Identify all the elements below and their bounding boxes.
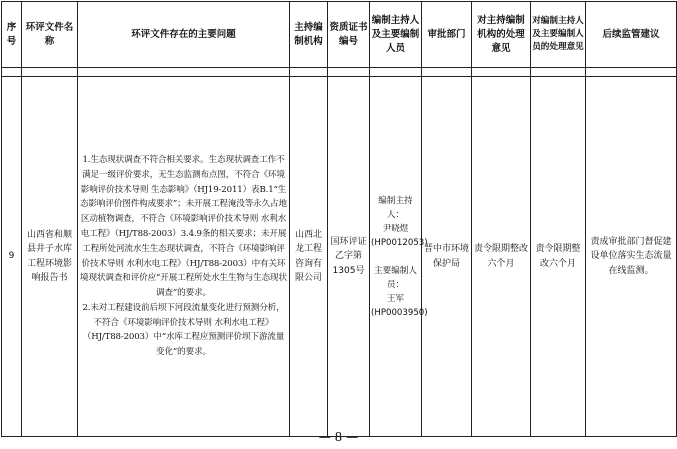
row-followup: 责成审批部门督促建设单位落实生态流量在线监测。 xyxy=(586,77,677,437)
staff-lead-label: 编制主持人： xyxy=(378,195,413,220)
row-seq: 9 xyxy=(2,77,22,437)
row-approver: 晋中市环境保护局 xyxy=(422,77,472,437)
staff-main-name: 王军 xyxy=(386,293,405,304)
header-followup: 后续监管建议 xyxy=(586,2,677,68)
staff-main-id: (HP0003950) xyxy=(371,307,428,318)
spacer-cell xyxy=(290,68,328,77)
row-doc-name: 山西省和顺县井子水库工程环境影响报告书 xyxy=(22,77,78,437)
staff-lead-name: 尹晓煜 xyxy=(382,223,409,234)
spacer-cell xyxy=(472,68,531,77)
spacer-cell xyxy=(2,68,22,77)
spacer-cell xyxy=(78,68,290,77)
header-seq: 序号 xyxy=(2,2,22,68)
spacer-cell xyxy=(370,68,422,77)
header-org: 主持编制机构 xyxy=(290,2,328,68)
header-staff: 编制主持人及主要编制人员 xyxy=(370,2,422,68)
row-org: 山西北龙工程咨询有限公司 xyxy=(290,77,328,437)
spacer-cell xyxy=(586,68,677,77)
spacer-cell xyxy=(22,68,78,77)
header-cert-no: 资质证书编号 xyxy=(328,2,370,68)
issue-item-1: 1.生态现状调查不符合相关要求。生态现状调查工作不满足一级评价要求，无生态监测布点图，不符合《环境影响评价技术导则 生态影响》（HJ19-2011）表B.1“生态影响评价图件构成要求”；未开展工程淹没等永久占地区动植物调查，不符合《环境影响评价技术导则 水利水电工程》（HJ/T88-2003）3.4.9条的相关要求；未开展工程所处河流水生生态现状调查，不符合《环境影响评价技术导则 水利水电工程》（HJ/T88-2003）中有关环境现状调查和评价应“开展工程所处水生生物与生态现状调查”的要求。 xyxy=(80,154,287,299)
row-main-issues xyxy=(78,77,290,437)
violations-table xyxy=(1,1,677,437)
row-staff-opinion: 责令限期整改六个月 xyxy=(531,77,586,437)
header-org-opinion: 对主持编制机构的处理意见 xyxy=(472,2,531,68)
table-row xyxy=(2,77,677,437)
page-number: — 8 — xyxy=(318,430,359,444)
header-staff-opinion: 对编制主持人及主要编制人员的处理意见 xyxy=(531,2,586,68)
spacer-cell xyxy=(531,68,586,77)
spacer-cell xyxy=(328,68,370,77)
row-org-opinion: 责令限期整改六个月 xyxy=(472,77,531,437)
spacer-cell xyxy=(422,68,472,77)
header-doc-name: 环评文件名称 xyxy=(22,2,78,68)
row-staff xyxy=(370,77,428,437)
staff-lead-id: (HP0012053) xyxy=(371,237,428,248)
row-cert-no: 国环评证乙字第1305号 xyxy=(328,77,370,437)
issue-item-2: 2.未对工程建设前后坝下河段流量变化进行预测分析，不符合《环境影响评价技术导则 水利水电工程》（HJ/T88-2003）中“水库工程应预测评价坝下游流量变化”的要求。 xyxy=(82,302,285,358)
header-row xyxy=(2,2,677,68)
header-approver: 审批部门 xyxy=(422,2,472,68)
spacer-row xyxy=(2,68,677,77)
header-main-issues: 环评文件存在的主要问题 xyxy=(78,2,290,68)
staff-main-label: 主要编制人员： xyxy=(374,265,417,290)
